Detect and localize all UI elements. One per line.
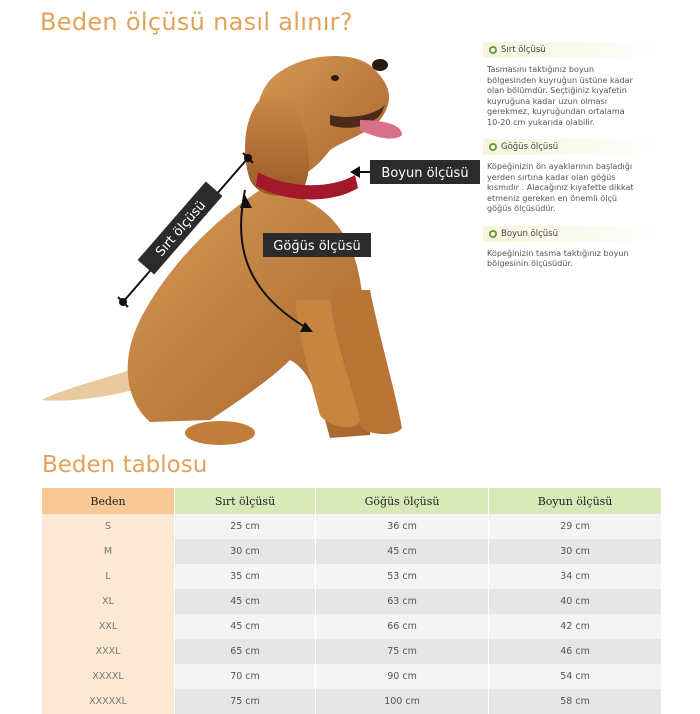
header-chest: Göğüs ölçüsü xyxy=(315,488,488,514)
chest-cell: 100 cm xyxy=(315,689,488,714)
bullet-icon xyxy=(489,143,497,151)
size-cell: XL xyxy=(42,589,175,614)
neck-cell: 40 cm xyxy=(489,589,662,614)
chest-cell: 53 cm xyxy=(315,564,488,589)
table-row xyxy=(42,689,662,714)
chest-label xyxy=(263,233,371,257)
neck-cell: 46 cm xyxy=(489,639,662,664)
info-neck xyxy=(483,226,663,269)
table-row xyxy=(42,639,662,664)
neck-cell: 29 cm xyxy=(489,514,662,539)
size-cell: M xyxy=(42,539,175,564)
table-row xyxy=(42,589,662,614)
table-row xyxy=(42,614,662,639)
dog-measurement-illustration xyxy=(30,40,480,460)
info-back xyxy=(483,42,663,127)
size-table xyxy=(42,488,662,714)
size-table-title: Beden tablosu xyxy=(42,452,208,478)
info-heading: Boyun ölçüsü xyxy=(501,228,558,239)
header-size: Beden xyxy=(42,488,175,514)
bullet-icon xyxy=(489,230,497,238)
chest-cell: 66 cm xyxy=(315,614,488,639)
size-cell: L xyxy=(42,564,175,589)
table-row xyxy=(42,514,662,539)
info-heading: Sırt ölçüsü xyxy=(501,45,546,55)
table-row xyxy=(42,664,662,689)
header-back: Sırt ölçüsü xyxy=(175,488,316,514)
page-title: Beden ölçüsü nasıl alınır? xyxy=(40,8,353,36)
neck-cell: 58 cm xyxy=(489,689,662,714)
size-cell: XXXL xyxy=(42,639,175,664)
back-cell: 30 cm xyxy=(175,539,316,564)
back-cell: 35 cm xyxy=(175,564,316,589)
table-row xyxy=(42,564,662,589)
size-cell: S xyxy=(42,514,175,539)
chest-cell: 63 cm xyxy=(315,589,488,614)
back-cell: 70 cm xyxy=(175,664,316,689)
svg-text:Boyun ölçüsü: Boyun ölçüsü xyxy=(381,166,469,181)
neck-cell: 34 cm xyxy=(489,564,662,589)
back-cell: 75 cm xyxy=(175,689,316,714)
neck-cell: 54 cm xyxy=(489,664,662,689)
chest-cell: 45 cm xyxy=(315,539,488,564)
svg-text:Sırt ölçüsü: Sırt ölçüsü xyxy=(153,198,210,260)
header-neck: Boyun ölçüsü xyxy=(489,488,662,514)
info-text: Köpeğinizin tasma taktığınız boyun bölgesinin ölçüsüdür. xyxy=(487,247,629,268)
neck-label xyxy=(370,160,480,184)
svg-text:Göğüs ölçüsü: Göğüs ölçüsü xyxy=(273,239,361,254)
info-text: Köpeğinizin ön ayaklarının başladığı yerden sırtına kadar olan göğüs kısmıdır . Alacağınız kıyafette dikkat etmeniz gereken en önemli ölçü göğüs ölçüsüdür. xyxy=(487,161,634,213)
info-text: Tasmasını taktığınız boyun bölgesinden kuyruğun üstüne kadar olan bölümdür. Seçtiğiniz kıyafetin kuyruğuna kadar uzun olması gerekmez, kuyruğundan ortalama 10-20 cm yukarıda olabilir. xyxy=(487,64,633,127)
back-cell: 65 cm xyxy=(175,639,316,664)
back-cell: 25 cm xyxy=(175,514,316,539)
back-cell: 45 cm xyxy=(175,589,316,614)
table-header-row xyxy=(42,488,662,514)
size-cell: XXXXXL xyxy=(42,689,175,714)
info-heading: Göğüs ölçüsü xyxy=(501,142,559,152)
measurement-info-panel xyxy=(483,42,663,281)
bullet-icon xyxy=(489,46,497,54)
table-row xyxy=(42,539,662,564)
size-cell: XXL xyxy=(42,614,175,639)
info-chest xyxy=(483,139,663,214)
back-cell: 45 cm xyxy=(175,614,316,639)
size-cell: XXXXL xyxy=(42,664,175,689)
neck-cell: 30 cm xyxy=(489,539,662,564)
chest-cell: 90 cm xyxy=(315,664,488,689)
chest-cell: 75 cm xyxy=(315,639,488,664)
chest-cell: 36 cm xyxy=(315,514,488,539)
neck-cell: 42 cm xyxy=(489,614,662,639)
